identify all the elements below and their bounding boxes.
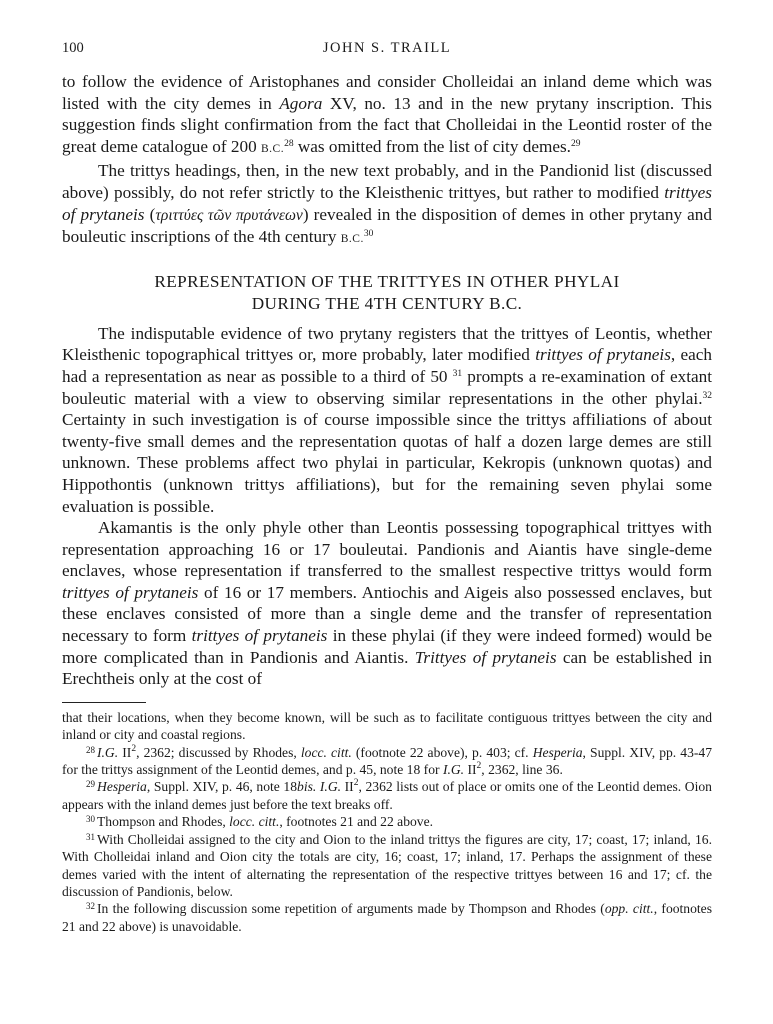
paragraph-4: Akamantis is the only phyle other than Leontis possessing topographical trittyes with representation approaching 16 or 17 bouleutai. Pandionis and Aiantis have single-deme enclaves, whose representation if transferred to the smallest respective trittys would form trittyes of prytaneis of 16 or 17 members. Antiochis and Aigeis also possessed enclaves, but these enclaves consisted of more than a single deme and the transfer of representation necessary to form trittyes of prytaneis in these phylai (if they were indeed formed) would be more complicated than in Pandionis and Aiantis. Trittyes of prytaneis can be established in Erechtheis only at the cost of — [62, 518, 712, 689]
greek-phrase: τριττύες τῶν πρυτάνεων — [155, 206, 303, 224]
footnote-32: $^{32}$ In the following discussion some repetition of arguments made by Thompson and Rhodes (opp. citt., footnotes 21 and 22 above) is unavoidable. — [62, 901, 713, 934]
footnote-ref-32: 32 — [702, 390, 712, 401]
footnote-28: $^{28}$ I.G. $II^2$, 2362; discussed by Rhodes, locc. citt. (footnote 22 above), p. 403; cf. Hesperia, Suppl. XIV, pp. 43-47 for the trittys assignment of the Leontid demes, and p. 45, note 18 for I.G. $II^2$, 2362, line 36. — [62, 743, 713, 778]
running-head — [62, 40, 712, 62]
body-text — [62, 71, 712, 690]
author-running-head: JOHN S. TRAILL — [322, 40, 452, 56]
page-number: 100 — [62, 40, 84, 56]
footnote-31: $^{31}$ With Cholleidai assigned to the city and Oion to the inland trittys the figures are city, 17; coast, 17; inland, 16. With Cholleidai inland and Oion city the totals are city, 16; coast, 17; inland, 17. Perhaps the assignment of these demes varied with the intent of alternating the representation of the respective trittyes between 16 and 17; cf. the discussion of Pandionis, below. — [62, 831, 712, 899]
footnote-ref-28: 28 — [284, 138, 294, 149]
footnote-divider — [62, 702, 146, 703]
section-heading: REPRESENTATION OF THE TRITTYES IN OTHER PHYLAI DURING THE 4TH CENTURY B.C. — [154, 271, 620, 313]
footnote-ref-31: 31 — [452, 368, 463, 379]
footnote-ref-30: 30 — [363, 229, 374, 240]
footnote-30: $^{30}$ Thompson and Rhodes, locc. citt., footnotes 21 and 22 above. — [86, 814, 434, 830]
footnote-29: $^{29}$ Hesperia, Suppl. XIV, p. 46, note 18bis. I.G. $II^2$, 2362 lists out of place or omits one of the Leontid demes. Oion appears with the inland demes just before the text breaks off. — [62, 778, 712, 812]
paragraph-3: The indisputable evidence of two prytany registers that the trittyes of Leontis, whether Kleisthenic topographical trittyes or, more probably, later modified trittyes of prytaneis, each had a representation as near as possible to a third of 50 $^{31}$ prompts a re-examination of extant bouleutic material with a view to observing similar representations in the other phylai.$^{32}$ Certainty in such investigation is of course impossible since the trittys affiliations of about twenty-five small demes and the representation quotas of half a dozen large demes are still unknown. These problems affect two phylai in particular, Kekropis (unknown quotas) and Hippothontis (unknown trittys affiliations), but for the remaining seven phylai some evaluation is possible. — [62, 323, 713, 516]
paragraph-1: to follow the evidence of Aristophanes and consider Cholleidai an inland deme which was listed with the city demes in Agora XV, no. 13 and in the new prytany inscription. This suggestion finds slight confirmation from the fact that Cholleidai in the Leontid roster of the great deme catalogue of 200 B.C.$^{28}$ was omitted from the list of city demes.$^{29}$ — [62, 72, 712, 156]
footnote-continuation: that their locations, when they become known, will be such as to facilitate contiguous trittyes between the city and inland or city and coastal regions. — [62, 709, 712, 743]
paragraph-2: The trittys headings, then, in the new text probably, and in the Pandionid list (discussed above) possibly, do not refer strictly to the Kleisthenic trittyes, but rather to modified trittyes of prytaneis (τριττύες τῶν πρυτάνεων) revealed in the disposition of demes in other prytany and bouleutic inscriptions of the 4th century B.C.$^{30}$ — [62, 161, 712, 247]
page — [62, 40, 712, 935]
footnote-ref-29: 29 — [570, 138, 581, 149]
footnotes — [62, 709, 712, 935]
